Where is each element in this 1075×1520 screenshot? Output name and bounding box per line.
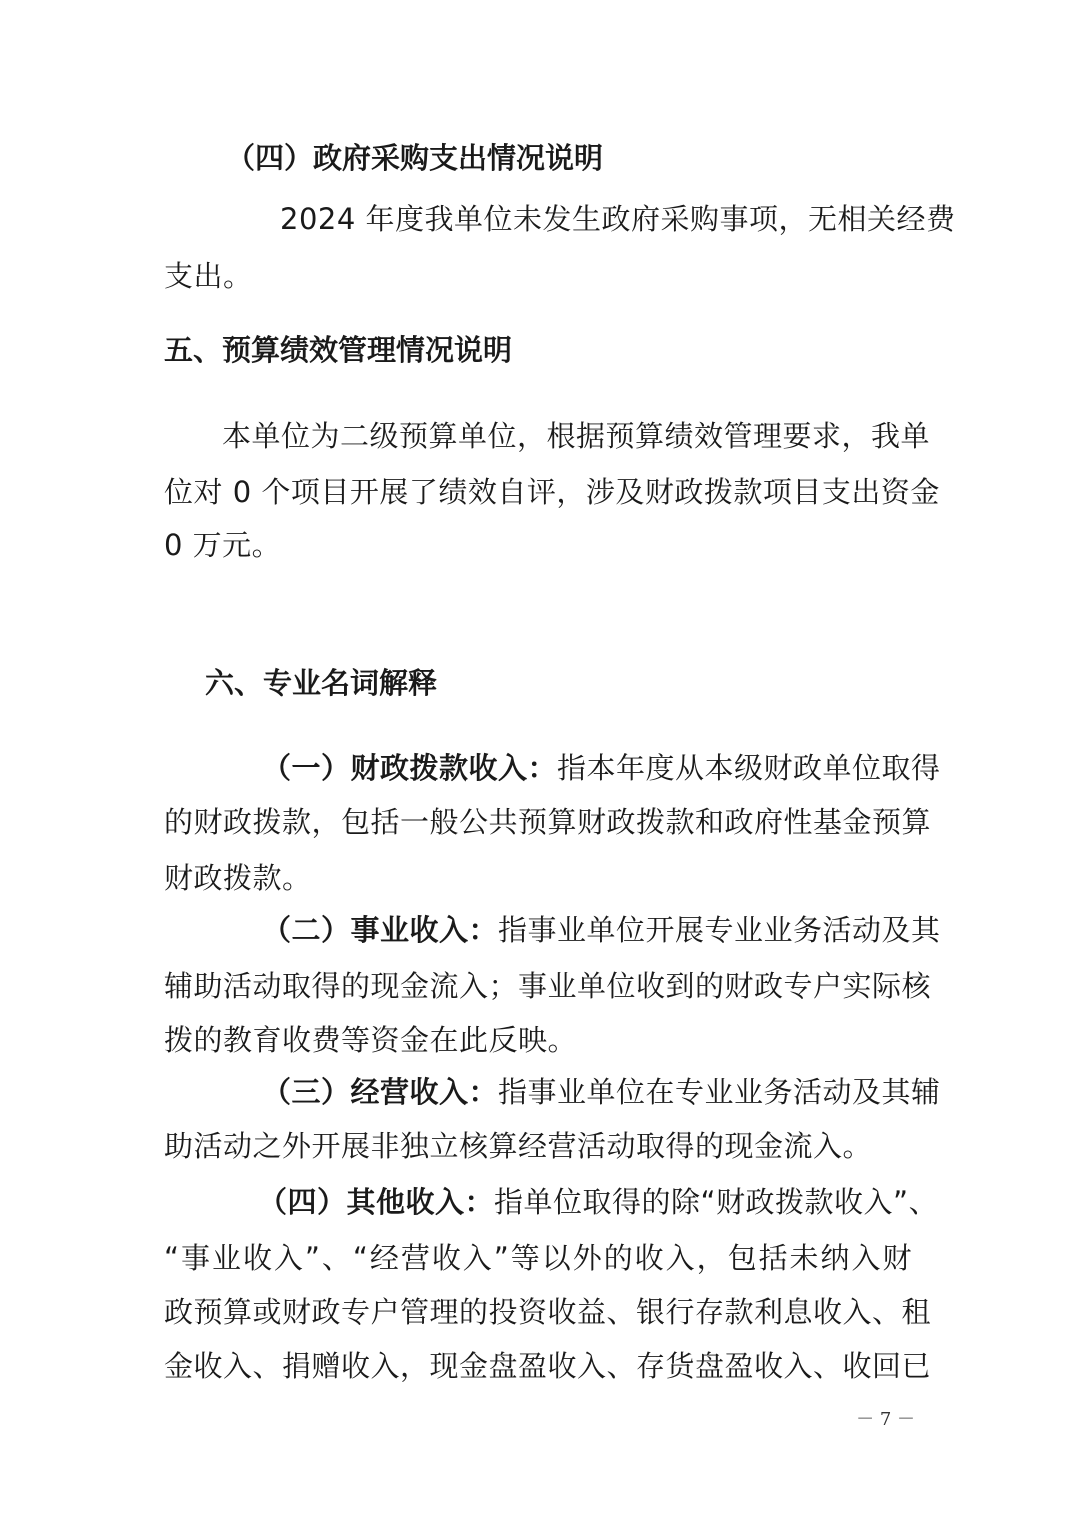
glossary-term: （一）财政拨款收入： xyxy=(262,751,558,785)
glossary-definition: 指本年度从本级财政单位取得 xyxy=(557,751,941,785)
glossary-definition: 指单位取得的除“财政拨款收入”、 xyxy=(494,1185,939,1219)
section-heading-performance-management: 五、预算绩效管理情况说明 xyxy=(164,333,513,367)
paragraph-line: 支出。 xyxy=(164,259,253,293)
paragraph-line: 金收入、捐赠收入，现金盘盈收入、存货盘盈收入、收回已 xyxy=(164,1349,932,1383)
paragraph-line: 位对 0 个项目开展了绩效自评，涉及财政拨款项目支出资金 xyxy=(164,475,940,509)
paragraph-line: 财政拨款。 xyxy=(164,861,312,895)
glossary-term-first-line xyxy=(262,1072,941,1112)
glossary-definition: 指事业单位在专业业务活动及其辅 xyxy=(498,1075,941,1109)
page-number: － 7 － xyxy=(856,1409,915,1430)
paragraph-line: “事业收入”、“经营收入”等以外的收入，包括未纳入财 xyxy=(164,1241,912,1275)
glossary-term: （四）其他收入： xyxy=(258,1185,495,1219)
paragraph-line: 0 万元。 xyxy=(164,528,282,562)
paragraph-line: 本单位为二级预算单位，根据预算绩效管理要求，我单 xyxy=(222,419,931,453)
paragraph-line: 助活动之外开展非独立核算经营活动取得的现金流入。 xyxy=(164,1129,873,1163)
section-heading-glossary: 六、专业名词解释 xyxy=(205,666,438,700)
glossary-term: （三）经营收入： xyxy=(262,1075,499,1109)
glossary-term-first-line xyxy=(262,748,941,788)
glossary-term-first-line xyxy=(262,910,941,950)
paragraph-line: 政预算或财政专户管理的投资收益、银行存款利息收入、租 xyxy=(164,1295,932,1329)
section-heading-government-procurement: （四）政府采购支出情况说明 xyxy=(226,141,604,175)
paragraph-line: 2024 年度我单位未发生政府采购事项，无相关经费 xyxy=(280,202,956,236)
paragraph-line: 的财政拨款，包括一般公共预算财政拨款和政府性基金预算 xyxy=(164,805,932,839)
glossary-term: （二）事业收入： xyxy=(262,913,499,947)
glossary-definition: 指事业单位开展专业业务活动及其 xyxy=(498,913,941,947)
paragraph-line: 拨的教育收费等资金在此反映。 xyxy=(164,1023,578,1057)
paragraph-line: 辅助活动取得的现金流入；事业单位收到的财政专户实际核 xyxy=(164,969,932,1003)
glossary-term-first-line xyxy=(258,1182,939,1222)
